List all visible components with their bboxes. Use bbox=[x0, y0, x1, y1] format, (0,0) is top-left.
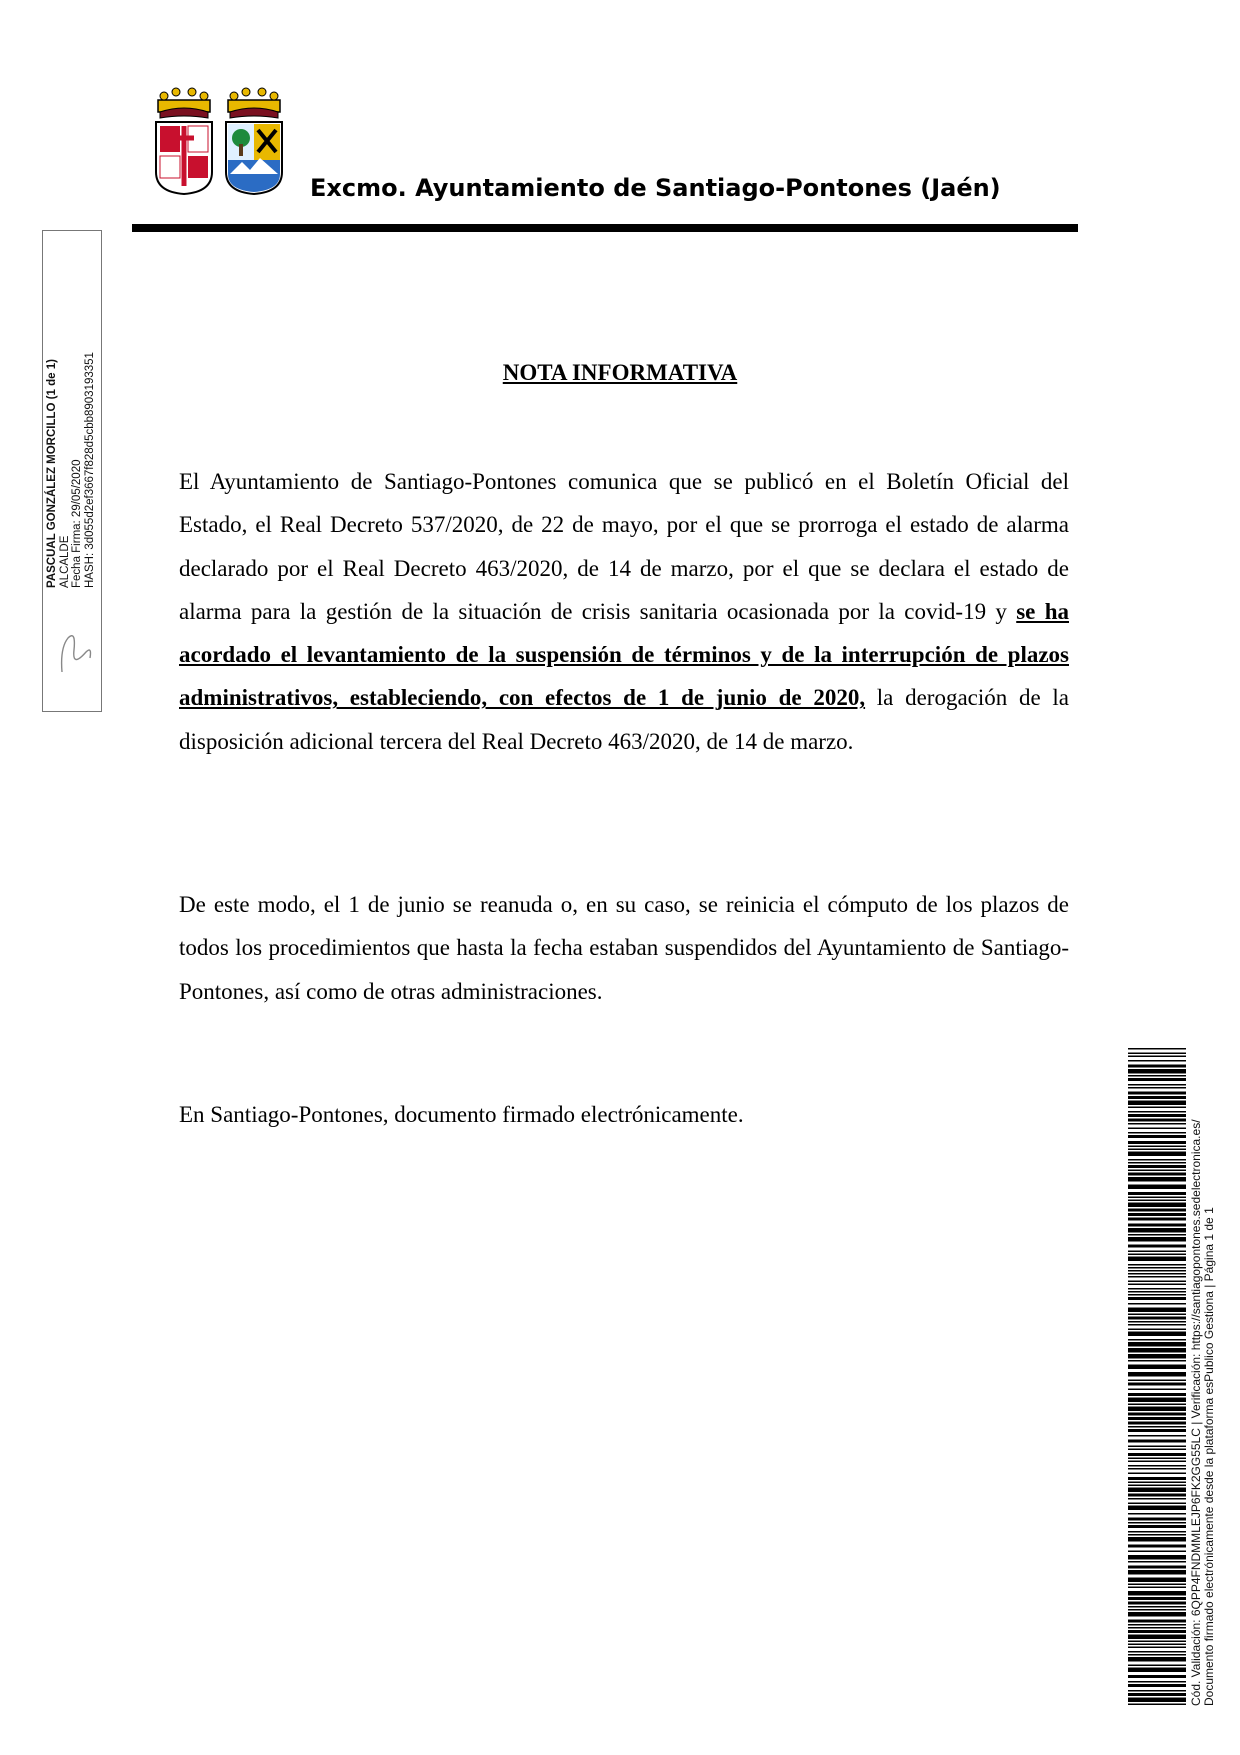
barcode-bar bbox=[1128, 1647, 1186, 1649]
barcode-bar bbox=[1128, 1488, 1186, 1493]
barcode-bar bbox=[1128, 1398, 1186, 1403]
barcode-bar bbox=[1128, 1251, 1186, 1253]
barcode-bar bbox=[1128, 1192, 1186, 1195]
barcode-bar bbox=[1128, 1065, 1186, 1068]
barcode-bar bbox=[1128, 1284, 1186, 1286]
barcode-bar bbox=[1128, 1630, 1186, 1633]
organization-name: Excmo. Ayuntamiento de Santiago-Pontones (Jaén) bbox=[310, 174, 1001, 202]
barcode-bar bbox=[1128, 1185, 1186, 1190]
barcode-bar bbox=[1128, 1053, 1186, 1055]
barcode-bar bbox=[1128, 1407, 1186, 1412]
barcode-bar bbox=[1128, 1132, 1186, 1134]
barcode-bar bbox=[1128, 1228, 1186, 1233]
barcode-bar bbox=[1128, 1224, 1186, 1227]
barcode-bar bbox=[1128, 1141, 1186, 1144]
barcode-bar bbox=[1128, 1372, 1186, 1377]
barcode-bar bbox=[1128, 1477, 1186, 1480]
barcode-bar bbox=[1128, 1506, 1186, 1511]
barcode-bar bbox=[1128, 1426, 1186, 1428]
barcode-bar bbox=[1128, 1087, 1186, 1089]
barcode-bar bbox=[1128, 1162, 1186, 1164]
barcode-bar bbox=[1128, 1173, 1186, 1176]
barcode-bar bbox=[1128, 1237, 1186, 1242]
barcode-bar bbox=[1128, 1276, 1186, 1278]
header-divider bbox=[132, 224, 1078, 232]
document-title: NOTA INFORMATIVA bbox=[502, 360, 738, 385]
barcode-bar bbox=[1128, 1075, 1186, 1077]
barcode-bar bbox=[1128, 1056, 1186, 1058]
barcode-bar bbox=[1128, 1513, 1186, 1515]
barcode-bar bbox=[1128, 1584, 1186, 1586]
validation-barcode bbox=[1128, 1048, 1186, 1706]
barcode-bar bbox=[1128, 1092, 1186, 1095]
barcode-bar bbox=[1128, 1209, 1186, 1212]
barcode-bar bbox=[1128, 1657, 1186, 1662]
barcode-bar bbox=[1128, 1257, 1186, 1262]
barcode-bar bbox=[1128, 1060, 1186, 1062]
barcode-bar bbox=[1128, 1149, 1186, 1151]
barcode-bar bbox=[1128, 1267, 1186, 1269]
barcode-bar bbox=[1128, 1525, 1186, 1528]
barcode-bar bbox=[1128, 1177, 1186, 1182]
verification-platform-line: Documento firmado electrónicamente desde la plataforma esPublico Gestiona | Página 1 de 1 bbox=[1202, 1207, 1216, 1706]
barcode-bar bbox=[1128, 1485, 1186, 1487]
signature-hash: HASH: 3d055d2ef3667f828d5cbb8903193351 bbox=[83, 352, 96, 588]
barcode-bar bbox=[1128, 1422, 1186, 1425]
barcode-bar bbox=[1128, 1218, 1186, 1221]
barcode-bar bbox=[1128, 1654, 1186, 1656]
signature-date: Fecha Firma: 29/05/2020 bbox=[71, 459, 83, 588]
barcode-bar bbox=[1128, 1566, 1186, 1569]
barcode-bar bbox=[1128, 1446, 1186, 1448]
barcode-bar bbox=[1128, 1270, 1186, 1272]
barcode-bar bbox=[1128, 1578, 1186, 1583]
verification-footer bbox=[1190, 1006, 1216, 1706]
signature-details bbox=[46, 288, 96, 588]
barcode-bar bbox=[1128, 1165, 1186, 1168]
barcode-bar bbox=[1128, 1245, 1186, 1248]
barcode-bar bbox=[1128, 1587, 1186, 1589]
barcode-bar bbox=[1128, 1393, 1186, 1396]
paragraph-decree-closing: la derogación de la disposición adicional tercera del Real Decreto 463/2020, de 14 de marzo. bbox=[179, 685, 1069, 754]
barcode-bar bbox=[1128, 1449, 1186, 1451]
barcode-bar bbox=[1128, 1197, 1186, 1199]
barcode-bar bbox=[1128, 1234, 1186, 1236]
barcode-bar bbox=[1128, 1321, 1186, 1323]
barcode-bar bbox=[1128, 1693, 1186, 1696]
barcode-bar bbox=[1128, 1360, 1186, 1362]
paragraph-deadlines: De este modo, el 1 de junio se reanuda o, en su caso, se reinicia el cómputo de los plazos de todos los procedimientos que hasta la fecha estaban suspendidos del Ayuntamiento de Santiago-Pontones, así como de otras administraciones. bbox=[179, 892, 1069, 1004]
barcode-bar bbox=[1128, 1534, 1186, 1536]
barcode-bar bbox=[1128, 1308, 1186, 1313]
barcode-bar bbox=[1128, 1297, 1186, 1300]
barcode-bar bbox=[1128, 1458, 1186, 1460]
barcode-bar bbox=[1128, 1114, 1186, 1117]
barcode-bar bbox=[1128, 1435, 1186, 1437]
barcode-bar bbox=[1128, 1123, 1186, 1125]
barcode-bar bbox=[1128, 1383, 1186, 1386]
barcode-bar bbox=[1128, 1200, 1186, 1202]
barcode-bar bbox=[1128, 1675, 1186, 1678]
barcode-bar bbox=[1128, 1668, 1186, 1673]
barcode-bar bbox=[1128, 1254, 1186, 1256]
barcode-bar bbox=[1128, 1365, 1186, 1370]
barcode-bar bbox=[1128, 1537, 1186, 1542]
barcode-bar bbox=[1128, 1545, 1186, 1548]
barcode-bar bbox=[1128, 1561, 1186, 1563]
barcode-bar bbox=[1128, 1348, 1186, 1353]
crest-left-icon bbox=[152, 86, 216, 198]
barcode-bar bbox=[1128, 1213, 1186, 1216]
barcode-bar bbox=[1128, 1453, 1186, 1456]
verification-code-line: Cód. Validación: 6QPP4FNDMMLEJP6FK2GG55LC | Verificación: https://santiagopontones.sedelectronica.es/ bbox=[1189, 1119, 1203, 1706]
barcode-bar bbox=[1128, 1684, 1186, 1687]
barcode-bar bbox=[1128, 1111, 1186, 1113]
barcode-bar bbox=[1128, 1612, 1186, 1617]
barcode-bar bbox=[1128, 1135, 1186, 1138]
barcode-bar bbox=[1128, 1339, 1186, 1341]
barcode-bar bbox=[1128, 1665, 1186, 1667]
barcode-bar bbox=[1128, 1078, 1186, 1081]
barcode-bar bbox=[1128, 1404, 1186, 1406]
barcode-bar bbox=[1128, 1107, 1186, 1109]
signature-scribble-icon bbox=[56, 628, 96, 676]
barcode-bar bbox=[1128, 1314, 1186, 1316]
barcode-bar bbox=[1128, 1417, 1186, 1420]
signer-name: PASCUAL GONZÁLEZ MORCILLO (1 de 1) bbox=[46, 359, 58, 588]
barcode-bar bbox=[1128, 1602, 1186, 1605]
barcode-bar bbox=[1128, 1635, 1186, 1640]
barcode-bar bbox=[1128, 1119, 1186, 1122]
barcode-bar bbox=[1128, 1440, 1186, 1443]
barcode-bar bbox=[1128, 1317, 1186, 1320]
barcode-bar bbox=[1128, 1570, 1186, 1575]
barcode-bar bbox=[1128, 1354, 1186, 1359]
barcode-bar bbox=[1128, 1518, 1186, 1521]
barcode-bar bbox=[1128, 1627, 1186, 1629]
barcode-bar bbox=[1128, 1465, 1186, 1467]
barcode-bar bbox=[1128, 1641, 1186, 1643]
barcode-bar bbox=[1128, 1128, 1186, 1130]
barcode-bar bbox=[1128, 1555, 1186, 1560]
barcode-bar bbox=[1128, 1096, 1186, 1099]
barcode-bar bbox=[1128, 1461, 1186, 1463]
barcode-bar bbox=[1128, 1591, 1186, 1596]
barcode-bar bbox=[1128, 1342, 1186, 1347]
barcode-bar bbox=[1128, 1498, 1186, 1500]
barcode-bar bbox=[1128, 1294, 1186, 1296]
barcode-bar bbox=[1128, 1473, 1186, 1475]
barcode-bar bbox=[1128, 1522, 1186, 1524]
barcode-bar bbox=[1128, 1681, 1186, 1683]
barcode-bar bbox=[1128, 1620, 1186, 1623]
barcode-bar bbox=[1128, 1101, 1186, 1106]
barcode-bar bbox=[1128, 1329, 1186, 1331]
barcode-bar bbox=[1128, 1264, 1186, 1266]
barcode-bar bbox=[1128, 1170, 1186, 1172]
barcode-bar bbox=[1128, 1291, 1186, 1293]
barcode-bar bbox=[1128, 1332, 1186, 1337]
barcode-bar bbox=[1128, 1413, 1186, 1416]
barcode-bar bbox=[1128, 1606, 1186, 1608]
barcode-bar bbox=[1128, 1503, 1186, 1505]
municipal-crests bbox=[150, 86, 290, 198]
signer-role: ALCALDE bbox=[58, 535, 71, 588]
barcode-bar bbox=[1128, 1597, 1186, 1600]
barcode-bar bbox=[1128, 1159, 1186, 1161]
barcode-bar bbox=[1128, 1698, 1186, 1703]
barcode-bar bbox=[1128, 1380, 1186, 1382]
barcode-bar bbox=[1128, 1644, 1186, 1646]
barcode-bar bbox=[1128, 1069, 1186, 1074]
paragraph-decree-intro: El Ayuntamiento de Santiago-Pontones comunica que se publicó en el Boletín Oficial del Estado, el Real Decreto 537/2020, de 22 de mayo, por el que se prorroga el estado de alarma declarado por el Real Decreto 463/2020, de 14 de marzo, por el que se declara el estado de alarma para la gestión de la situación de crisis sanitaria ocasionada por la covid-19 y bbox=[179, 469, 1069, 624]
barcode-bar bbox=[1128, 1429, 1186, 1432]
crest-right-icon bbox=[222, 86, 286, 198]
barcode-bar bbox=[1128, 1531, 1186, 1533]
barcode-bar bbox=[1128, 1690, 1186, 1692]
barcode-bar bbox=[1128, 1152, 1186, 1157]
barcode-bar bbox=[1128, 1482, 1186, 1484]
barcode-bar bbox=[1128, 1494, 1186, 1497]
barcode-bar bbox=[1128, 1273, 1186, 1275]
barcode-bar bbox=[1128, 1389, 1186, 1391]
barcode-bar bbox=[1128, 1048, 1186, 1050]
paragraph-decree-highlight: se ha acordado el levantamiento de la suspensión de términos y de la interrupción de plazos administrativos, estableciendo, con efectos de 1 de junio de 2020, bbox=[179, 598, 1069, 711]
barcode-bar bbox=[1128, 1288, 1186, 1290]
paragraph-decree bbox=[179, 460, 1069, 763]
barcode-bar bbox=[1128, 1303, 1186, 1305]
barcode-bar bbox=[1128, 1084, 1186, 1086]
barcode-bar bbox=[1128, 1468, 1186, 1470]
barcode-bar bbox=[1128, 1203, 1186, 1208]
barcode-bar bbox=[1128, 1609, 1186, 1611]
barcode-bar bbox=[1128, 1324, 1186, 1326]
barcode-bar bbox=[1128, 1146, 1186, 1148]
barcode-bar bbox=[1128, 1704, 1186, 1706]
paragraph-signed: En Santiago-Pontones, documento firmado electrónicamente. bbox=[179, 1102, 744, 1127]
barcode-bar bbox=[1128, 1651, 1186, 1653]
barcode-bar bbox=[1128, 1624, 1186, 1626]
barcode-bar bbox=[1128, 1551, 1186, 1553]
barcode-bar bbox=[1128, 1281, 1186, 1283]
